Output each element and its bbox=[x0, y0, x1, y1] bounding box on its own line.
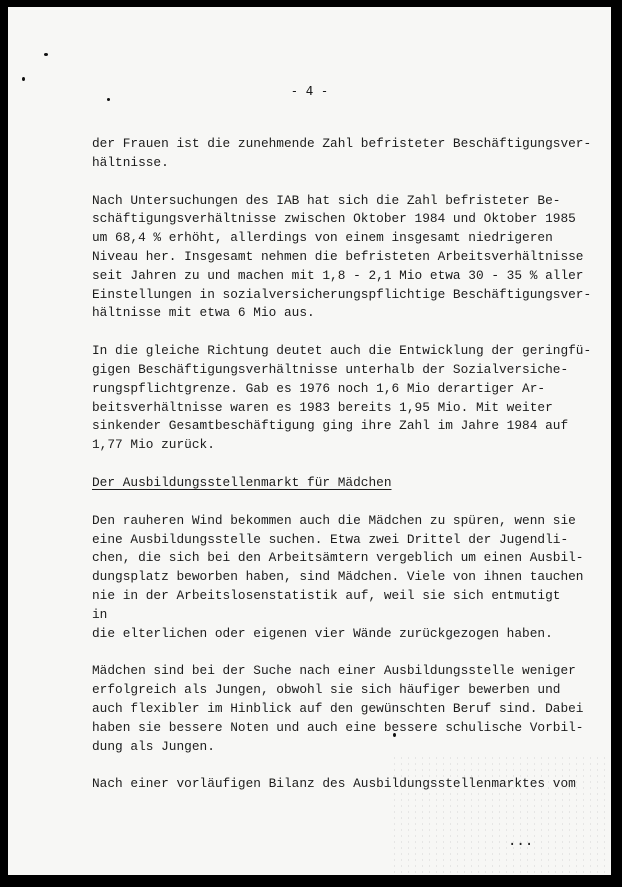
text-line: nie in der Arbeitslosenstatistik auf, weil sie sich entmutigt bbox=[92, 587, 561, 603]
text-line: dung als Jungen. bbox=[92, 738, 215, 754]
text-line: der Frauen ist die zunehmende Zahl befristeter Beschäftigungsver- bbox=[92, 136, 592, 151]
section-heading: Der Ausbildungsstellenmarkt für Mädchen bbox=[92, 474, 392, 490]
scan-speck bbox=[22, 77, 25, 81]
document-page bbox=[8, 7, 611, 875]
text-line: Niveau her. Insgesamt nehmen die befristeten Arbeitsverhältnisse bbox=[92, 248, 584, 264]
text-line: in bbox=[92, 606, 108, 622]
text-line: hältnisse. bbox=[92, 154, 169, 170]
paragraph bbox=[92, 342, 592, 455]
text-line: schäftigungsverhältnisse zwischen Oktober 1984 und Oktober 1985 bbox=[92, 211, 576, 227]
text-line: beitsverhältnisse waren es 1983 bereits 1,95 Mio. Mit weiter bbox=[92, 399, 553, 415]
continuation-marker: ... bbox=[508, 833, 534, 849]
scan-speck bbox=[107, 98, 110, 101]
text-line: dungsplatz beworben haben, sind Mädchen. Viele von ihnen tauchen bbox=[92, 569, 584, 585]
text-line: Nach einer vorläufigen Bilanz des Ausbildungsstellenmarktes vom bbox=[92, 776, 576, 792]
text-line: haben sie bessere Noten und auch eine bessere schulische Vorbil- bbox=[92, 719, 584, 735]
text-line: In die gleiche Richtung deutet auch die Entwicklung der geringfü- bbox=[92, 343, 592, 359]
text-line: Nach Untersuchungen des IAB hat sich die Zahl befristeter Be- bbox=[92, 192, 561, 208]
paragraph bbox=[92, 512, 584, 644]
scan-noise bbox=[391, 755, 611, 875]
paragraph bbox=[92, 135, 592, 173]
scan-speck bbox=[44, 53, 48, 56]
text-line: die elterlichen oder eigenen vier Wände zurückgezogen haben. bbox=[92, 625, 553, 641]
text-line: Einstellungen in sozialversicherungspflichtige Beschäftigungsver- bbox=[92, 286, 592, 302]
text-line: um 68,4 % erhöht, allerdings von einem insgesamt niedrigeren bbox=[92, 230, 553, 246]
text-line: erfolgreich als Jungen, obwohl sie sich häufiger bewerben und bbox=[92, 682, 561, 698]
paragraph bbox=[92, 192, 592, 324]
text-line: sinkender Gesamtbeschäftigung ging ihre Zahl im Jahre 1984 auf bbox=[92, 418, 569, 434]
text-line: seit Jahren zu und machen mit 1,8 - 2,1 Mio etwa 30 - 35 % aller bbox=[92, 267, 584, 283]
text-line: Den rauheren Wind bekommen auch die Mädchen zu spüren, wenn sie bbox=[92, 512, 576, 528]
text-line: gigen Beschäftigungsverhältnisse unterhalb der Sozialversiche- bbox=[92, 361, 569, 377]
page-number: - 4 - bbox=[290, 83, 329, 98]
section-heading-wrapper bbox=[92, 474, 572, 512]
document-body bbox=[92, 135, 592, 813]
text-line: chen, die sich bei den Arbeitsämtern vergeblich um einen Ausbil- bbox=[92, 550, 584, 566]
text-line: eine Ausbildungsstelle suchen. Etwa zwei Drittel der Jugendli- bbox=[92, 531, 569, 547]
paragraph bbox=[92, 662, 584, 756]
text-line: hältnisse mit etwa 6 Mio aus. bbox=[92, 305, 315, 321]
text-line: auch flexibler im Hinblick auf den gewünschten Beruf sind. Dabei bbox=[92, 700, 584, 716]
text-line: Mädchen sind bei der Suche nach einer Ausbildungsstelle weniger bbox=[92, 663, 576, 679]
text-line: rungspflichtgrenze. Gab es 1976 noch 1,6 Mio derartiger Ar- bbox=[92, 380, 546, 396]
text-line: 1,77 Mio zurück. bbox=[92, 437, 215, 453]
